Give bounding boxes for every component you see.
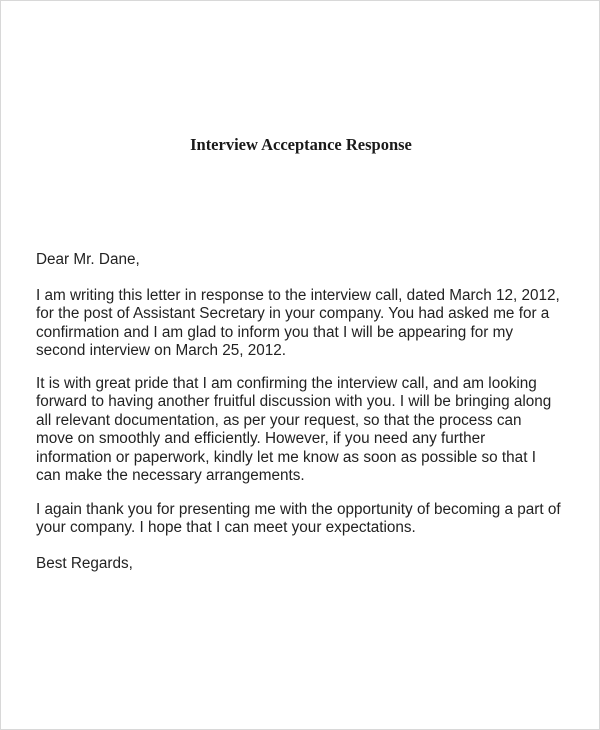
paragraph-line: second interview on March 25, 2012. [36,342,286,360]
paragraph-line: confirmation and I am glad to inform you that I will be appearing for my [36,323,513,341]
paragraph-details [36,375,581,485]
paragraph-line: for the post of Assistant Secretary in your company. You had asked me for a [36,305,550,323]
document-title: Interview Acceptance Response [190,135,412,154]
paragraph-line: It is with great pride that I am confirming the interview call, and am looking [36,375,537,392]
paragraph-thanks [36,501,581,538]
closing: Best Regards, [36,555,133,572]
paragraph-confirmation [36,287,581,361]
paragraph-line: I am writing this letter in response to the interview call, dated March 12, 2012, [36,287,560,304]
salutation: Dear Mr. Dane, [36,251,140,268]
paragraph-line: all relevant documentation, as per your request, so that the process can [36,411,522,429]
paragraph-line: I again thank you for presenting me with the opportunity of becoming a part of [36,501,561,518]
paragraph-line: forward to having another fruitful discussion with you. I will be bringing along [36,393,552,411]
paragraph-line: can make the necessary arrangements. [36,467,305,485]
paragraph-line: information or paperwork, kindly let me know as soon as possible so that I [36,448,536,466]
paragraph-line: your company. I hope that I can meet your expectations. [36,519,416,537]
paragraph-line: move on smoothly and efficiently. However, if you need any further [36,430,486,448]
